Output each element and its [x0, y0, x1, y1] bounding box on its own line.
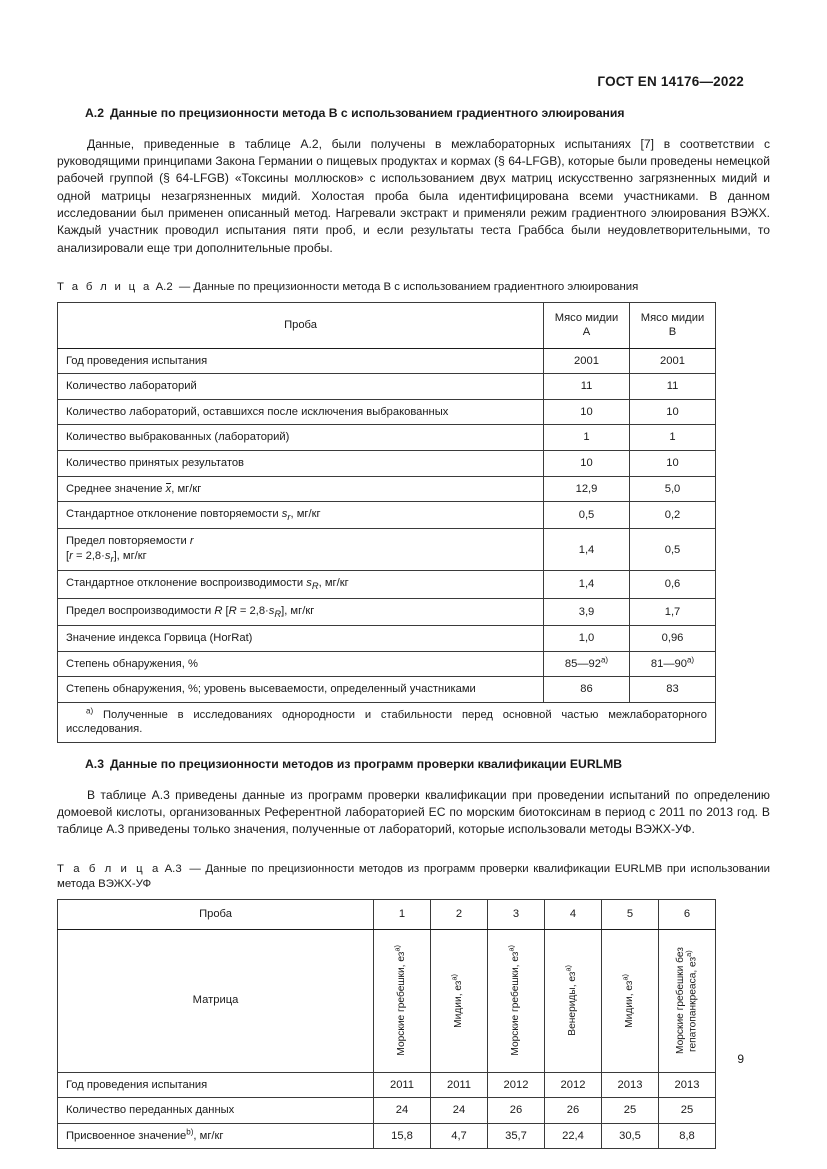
table-a3-matrix-value: Мидии, $ез^{а)}$ [431, 929, 488, 1072]
table-a3-matrix-value: Морские гребешки, $ез^{а)}$ [488, 929, 545, 1072]
table-a2-row-label: Количество принятых результатов [58, 450, 544, 476]
table-a3-row-label: Присвоенное значение$^{b)}$, мг/кг [58, 1123, 374, 1149]
table-a3-header-number: 3 [488, 900, 545, 930]
table-a3-row-label: Год проведения испытания [58, 1072, 374, 1098]
table-a3-caption-word: Т а б л и ц а [57, 862, 161, 875]
table-a3-row [58, 1098, 716, 1124]
table-a3-header-number: 2 [431, 900, 488, 930]
table-a2-footnote: $^{а)}$ Полученные в исследованиях однородности и стабильности перед основной частью межлабораторного исследования. [58, 702, 716, 742]
table-a2-cell-mussel-b: 0,5 [630, 529, 716, 571]
table-a3-cell: 2011 [431, 1072, 488, 1098]
table-a3-cell: 26 [545, 1098, 602, 1124]
table-a2-cell-mussel-a: 12,9 [544, 476, 630, 502]
table-a2-body [58, 348, 716, 742]
table-a3-caption [57, 862, 770, 893]
table-a3-cell: 25 [602, 1098, 659, 1124]
table-a2-caption-number: А.2 [155, 280, 173, 293]
table-a2-cell-mussel-b: 0,96 [630, 626, 716, 652]
table-a3-cell: 4,7 [431, 1123, 488, 1149]
table-a2-footnote-row [58, 702, 716, 742]
paragraph-a2: Данные, приведенные в таблице А.2, были получены в межлабораторных испытаниях [7] в соответствии с руководящими принципами Закона Германии о пищевых продуктах и кормах (§ 64-LFGB), которые были проведены немецкой рабочей группой (§ 64-LFGB) «Токсины моллюсков» с использованием двух матриц искусственно загрязненных мидий и одной матрицы незагрязненных мидий. Холостая проба была идентифицирована всеми участниками. В данном исследовании был применен описанный метод. Нагревали экстракт и применяли режим градиентного элюирования ВЭЖХ. Каждый участник проводил испытания пяти проб, и если результаты теста Граббса были неудовлетворительными, то анализировали еще три дополнительные пробы. [57, 136, 770, 255]
table-a3-cell: 2011 [374, 1072, 431, 1098]
table-a3-header-row [58, 900, 716, 930]
table-a2-caption-dash: — [178, 280, 191, 293]
table-a3-header-number: 6 [659, 900, 716, 930]
table-a2-cell-mussel-a: 1,4 [544, 571, 630, 598]
table-a3-cell: 26 [488, 1098, 545, 1124]
table-a2-cell-mussel-a: 1,4 [544, 529, 630, 571]
table-a3-cell: 2012 [488, 1072, 545, 1098]
table-a2-cell-mussel-a: 1,0 [544, 626, 630, 652]
table-a2-row-label: Степень обнаружения, %; уровень высеваемости, определенный участниками [58, 677, 544, 703]
table-a2-head [58, 302, 716, 348]
table-a2-cell-mussel-b: 83 [630, 677, 716, 703]
table-a3-cell: 22,4 [545, 1123, 602, 1149]
table-a2-row-label: Среднее значение x, мг/кг [58, 476, 544, 502]
table-a2-cell-mussel-b: $81—90^{а)}$ [630, 651, 716, 677]
page-number: 9 [737, 1052, 744, 1066]
table-a2-cell-mussel-a: 0,5 [544, 502, 630, 529]
table-a2-row [58, 399, 716, 425]
table-a2-row [58, 425, 716, 451]
table-a2-row [58, 529, 716, 571]
table-a3-cell: 24 [374, 1098, 431, 1124]
table-a2-row [58, 450, 716, 476]
table-a3-cell: 2013 [602, 1072, 659, 1098]
table-a2-cell-mussel-a: 86 [544, 677, 630, 703]
table-a2-header-mussel-b: Мясо мидии В [630, 302, 716, 348]
table-a3-row-label: Количество переданных данных [58, 1098, 374, 1124]
table-a3-matrix-row [58, 929, 716, 1072]
table-a3-cell: 24 [431, 1098, 488, 1124]
table-a2-row [58, 598, 716, 625]
table-a3-cell: 8,8 [659, 1123, 716, 1149]
table-a3-header-sample: Проба [58, 900, 374, 930]
table-a2-cell-mussel-a: $85—92^{а)}$ [544, 651, 630, 677]
table-a2-cell-mussel-a: 3,9 [544, 598, 630, 625]
section-title-a2: Данные по прецизионности метода B с использованием градиентного элюирования [109, 106, 625, 120]
table-a2-row [58, 348, 716, 374]
table-a2-row [58, 571, 716, 598]
section-title-a3: Данные по прецизионности методов из программ проверки квалификации EURLMB [109, 756, 623, 771]
table-a2-cell-mussel-b: 0,2 [630, 502, 716, 529]
table-a2-row-label: Год проведения испытания [58, 348, 544, 374]
table-a2-cell-mussel-b: 1,7 [630, 598, 716, 625]
table-a2-row-label: Количество лабораторий, оставшихся после исключения выбракованных [58, 399, 544, 425]
table-a3-cell: 25 [659, 1098, 716, 1124]
table-a3-matrix-label: Матрица [58, 929, 374, 1072]
table-a2-row-label: Предел повторяемости r $[r = 2,8\cdot s_r]$, мг/кг [58, 529, 544, 571]
page-header-standard: ГОСТ EN 14176—2022 [597, 74, 744, 89]
table-a3-matrix-value: Мидии, $ез^{а)}$ [602, 929, 659, 1072]
table-a3-caption-dash: — [189, 862, 201, 875]
table-a3-body [58, 900, 716, 1149]
table-a3-caption-text: Данные по прецизионности методов из программ проверки квалификации EURLMB при использовании метода ВЭЖХ-УФ [57, 862, 770, 891]
table-a2-cell-mussel-b: 0,6 [630, 571, 716, 598]
table-a2-header-mussel-a: Мясо мидии А [544, 302, 630, 348]
table-a3-cell: 2012 [545, 1072, 602, 1098]
table-a2-row [58, 476, 716, 502]
page-content [57, 106, 770, 1149]
table-a2-header-sample: Проба [58, 302, 544, 348]
section-number-a3: А.3 [85, 756, 104, 771]
table-a2-cell-mussel-a: 1 [544, 425, 630, 451]
section-heading-a3 [57, 757, 770, 773]
table-a3-matrix-value: Морские гребешки без гепатопанкреаса, $ез^{а)}$ [659, 929, 716, 1072]
table-a3-caption-number: А.3 [164, 862, 182, 875]
table-a2-cell-mussel-a: 10 [544, 450, 630, 476]
table-a2-cell-mussel-b: 10 [630, 450, 716, 476]
table-a2-row [58, 651, 716, 677]
table-a2-caption-word: Т а б л и ц а [57, 280, 152, 293]
table-a3 [57, 899, 716, 1149]
table-a2-cell-mussel-b: 10 [630, 399, 716, 425]
table-a2-cell-mussel-a: 2001 [544, 348, 630, 374]
table-a2-cell-mussel-a: 10 [544, 399, 630, 425]
table-a2-cell-mussel-b: 2001 [630, 348, 716, 374]
table-a3-cell: 30,5 [602, 1123, 659, 1149]
table-a2-cell-mussel-b: 11 [630, 374, 716, 400]
table-a3-row [58, 1072, 716, 1098]
table-a3-header-number: 1 [374, 900, 431, 930]
table-a2-caption-text: Данные по прецизионности метода B с использованием градиентного элюирования [193, 280, 639, 293]
table-a2-row-label: Степень обнаружения, % [58, 651, 544, 677]
table-a2-cell-mussel-b: 5,0 [630, 476, 716, 502]
table-a2-row [58, 374, 716, 400]
table-a3-cell: 15,8 [374, 1123, 431, 1149]
table-a3-cell: 35,7 [488, 1123, 545, 1149]
table-a3-header-number: 5 [602, 900, 659, 930]
table-a2-row [58, 626, 716, 652]
table-a2-caption [57, 280, 770, 296]
table-a2-header-row [58, 302, 716, 348]
table-a2-cell-mussel-a: 11 [544, 374, 630, 400]
table-a2-row-label: Стандартное отклонение воспроизводимости $s_R$, мг/кг [58, 571, 544, 598]
table-a3-row [58, 1123, 716, 1149]
table-a2-cell-mussel-b: 1 [630, 425, 716, 451]
paragraph-a3: В таблице А.3 приведены данные из программ проверки квалификации при проведении испытаний по определению домоевой кислоты, организованных Референтной лабораторией ЕС по морским биотоксинам в период с 2011 по 2013 год. В таблице А.3 приведены только значения, полученные от лабораторий, которые использовали методы ВЭЖХ-УФ. [57, 787, 770, 837]
section-number-a2: А.2 [85, 106, 104, 120]
table-a2-row-label: Предел воспроизводимости R $[R = 2,8\cdot s_R]$, мг/кг [58, 598, 544, 625]
section-heading-a2 [57, 106, 770, 122]
table-a2-row-label: Количество выбракованных (лабораторий) [58, 425, 544, 451]
table-a2-row-label: Стандартное отклонение повторяемости $s_r$, мг/кг [58, 502, 544, 529]
table-a3-header-number: 4 [545, 900, 602, 930]
table-a2-row-label: Количество лабораторий [58, 374, 544, 400]
table-a2-row [58, 502, 716, 529]
table-a3-cell: 2013 [659, 1072, 716, 1098]
table-a2-row [58, 677, 716, 703]
table-a3-matrix-value: Морские гребешки, $ез^{а)}$ [374, 929, 431, 1072]
table-a2 [57, 302, 716, 743]
table-a2-row-label: Значение индекса Горвица (HorRat) [58, 626, 544, 652]
table-a3-matrix-value: Венериды, $ез^{а)}$ [545, 929, 602, 1072]
